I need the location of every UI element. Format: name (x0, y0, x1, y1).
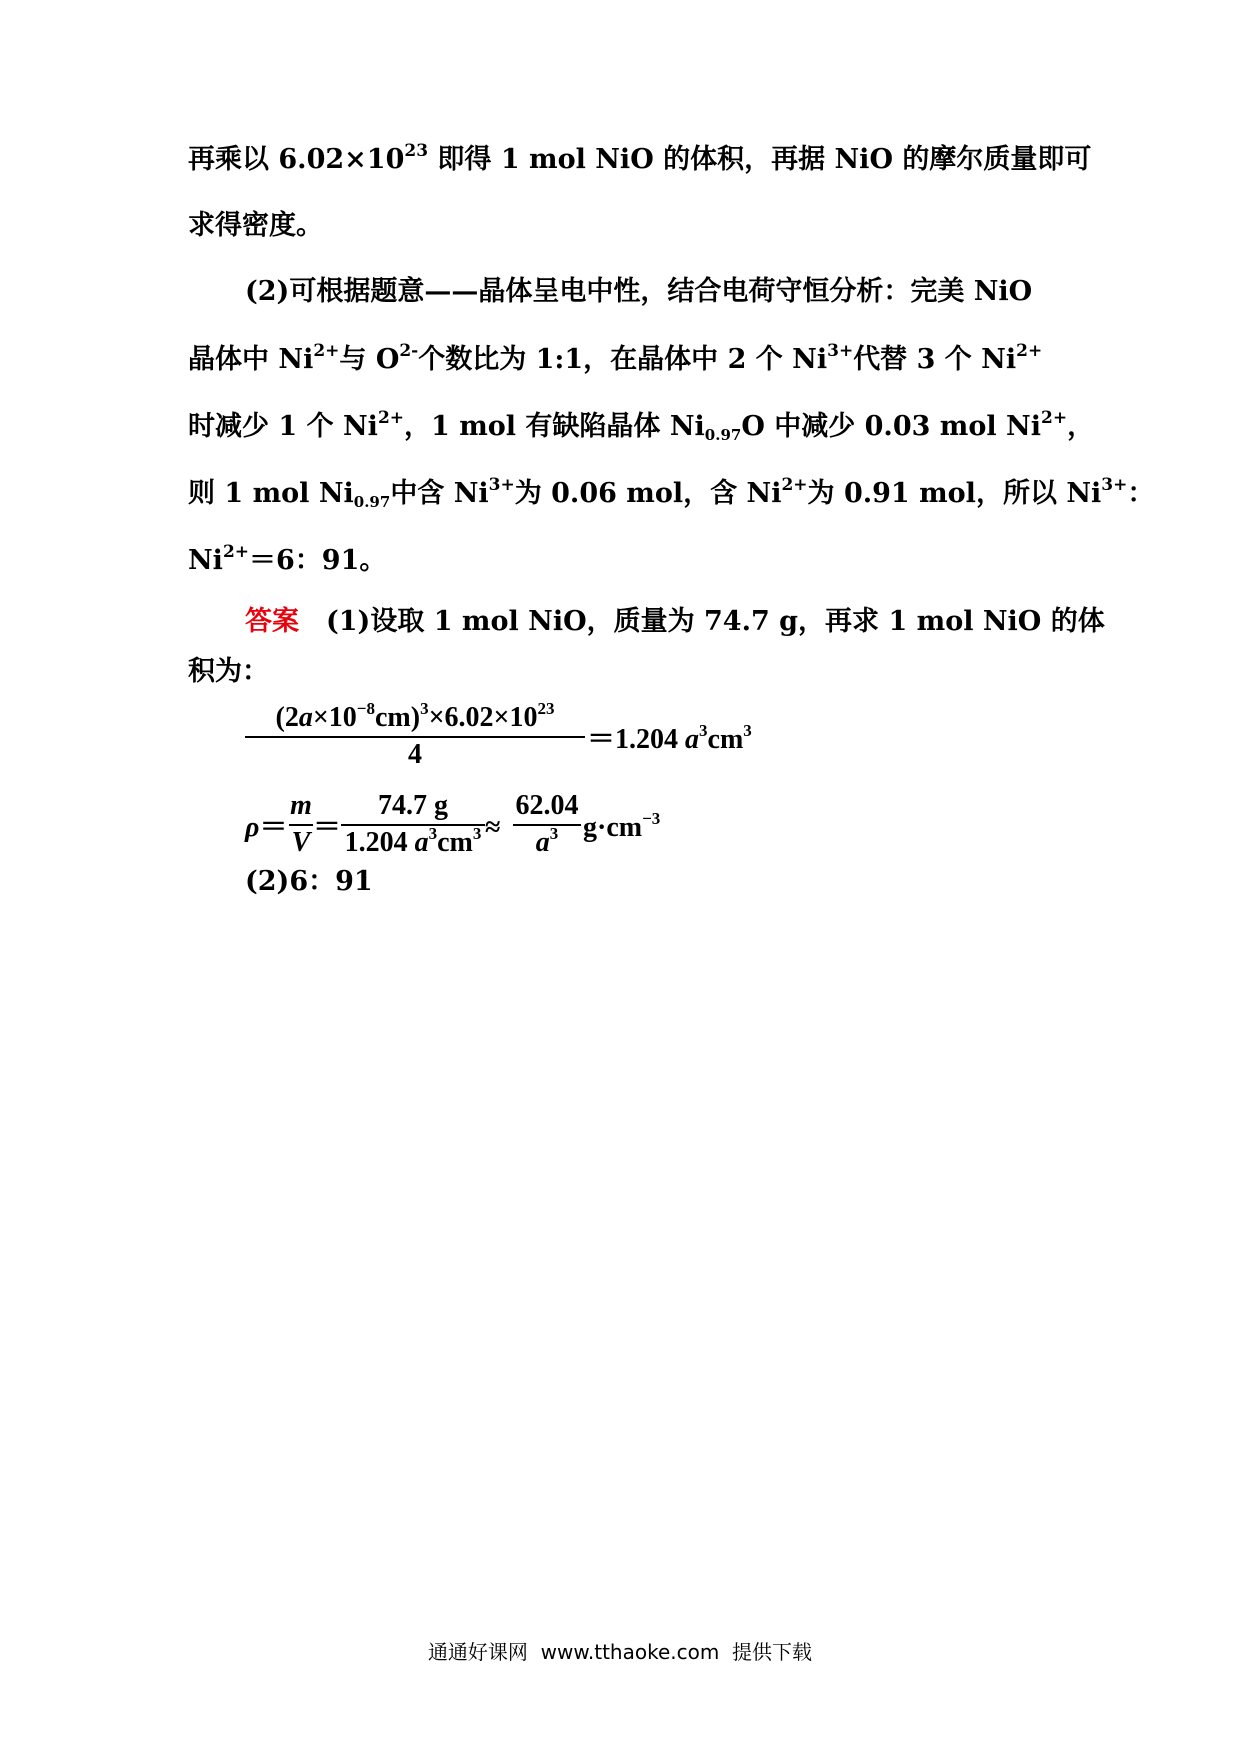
explanation-line-4: 晶体中 $Ni^{2+}$与 $O^{2-}$个数比为 1:1，在晶体中 2 个 $Ni^{3+}$代替 3 个 $Ni^{2+}$ (188, 341, 1043, 375)
mass-over-volume-fraction: 74.7 g 1.204 $a^3cm^3$ (341, 788, 485, 860)
volume-fraction (245, 700, 585, 772)
explanation-line-2: 求得密度。 (188, 210, 323, 241)
density-result-fraction: 62.04 $a^3$ (513, 788, 581, 860)
m-over-v-fraction: m V (290, 790, 312, 858)
explanation-line-5: 时减少 1 个 $Ni^{2+}$，1 mol 有缺陷晶体 $Ni_{0.97}O$ 中减少 0.03 mol $Ni^{2+}$， (188, 408, 1095, 444)
footer: 通通好课网 www.tthaoke.com 提供下载 (427, 1640, 813, 1664)
volume-result: ＝1.204 $a^3cm^3$ (587, 721, 752, 755)
explanation-line-1: 再乘以 $6.02\times 10^{23}$ 即得 1 mol NiO 的体积，再据 NiO 的摩尔质量即可 (188, 141, 1092, 175)
answer-line-1: 答案 (1)设取 1 mol NiO，质量为 74.7 g，再求 1 mol NiO 的体 (245, 606, 1105, 637)
volume-equation (245, 700, 765, 780)
density-unit: $g\cdot cm^{-3}$ (583, 809, 661, 843)
answer-label: 答案 (245, 606, 299, 637)
explanation-line-6: 则 1 mol $Ni_{0.97}$中含 $Ni^{3+}$为 0.06 mol，含 $Ni^{2+}$为 0.91 mol，所以 $Ni^{3+}$： (188, 475, 1155, 511)
answer-part-2: (2)6：91 (245, 866, 373, 897)
explanation-line-3: (2)可根据题意——晶体呈电中性，结合电荷守恒分析：完美 NiO (245, 276, 1033, 307)
rho-symbol: ρ＝ (245, 812, 288, 843)
explanation-line-7: $Ni^{2+}=6$：91。 (188, 542, 387, 576)
answer-line-2: 积为： (188, 656, 269, 687)
volume-numerator: $(2a\times 10^{-8}cm)^3\times 6.02\times 10^{23}$ (275, 699, 555, 733)
volume-denominator: 4 (408, 739, 422, 770)
density-equation: ρ＝ m V ＝ 74.7 g 1.204 $a^3cm^3$ ≈ 62.04 $a^3$ $g\cdot cm^{-3}$ (245, 790, 661, 858)
